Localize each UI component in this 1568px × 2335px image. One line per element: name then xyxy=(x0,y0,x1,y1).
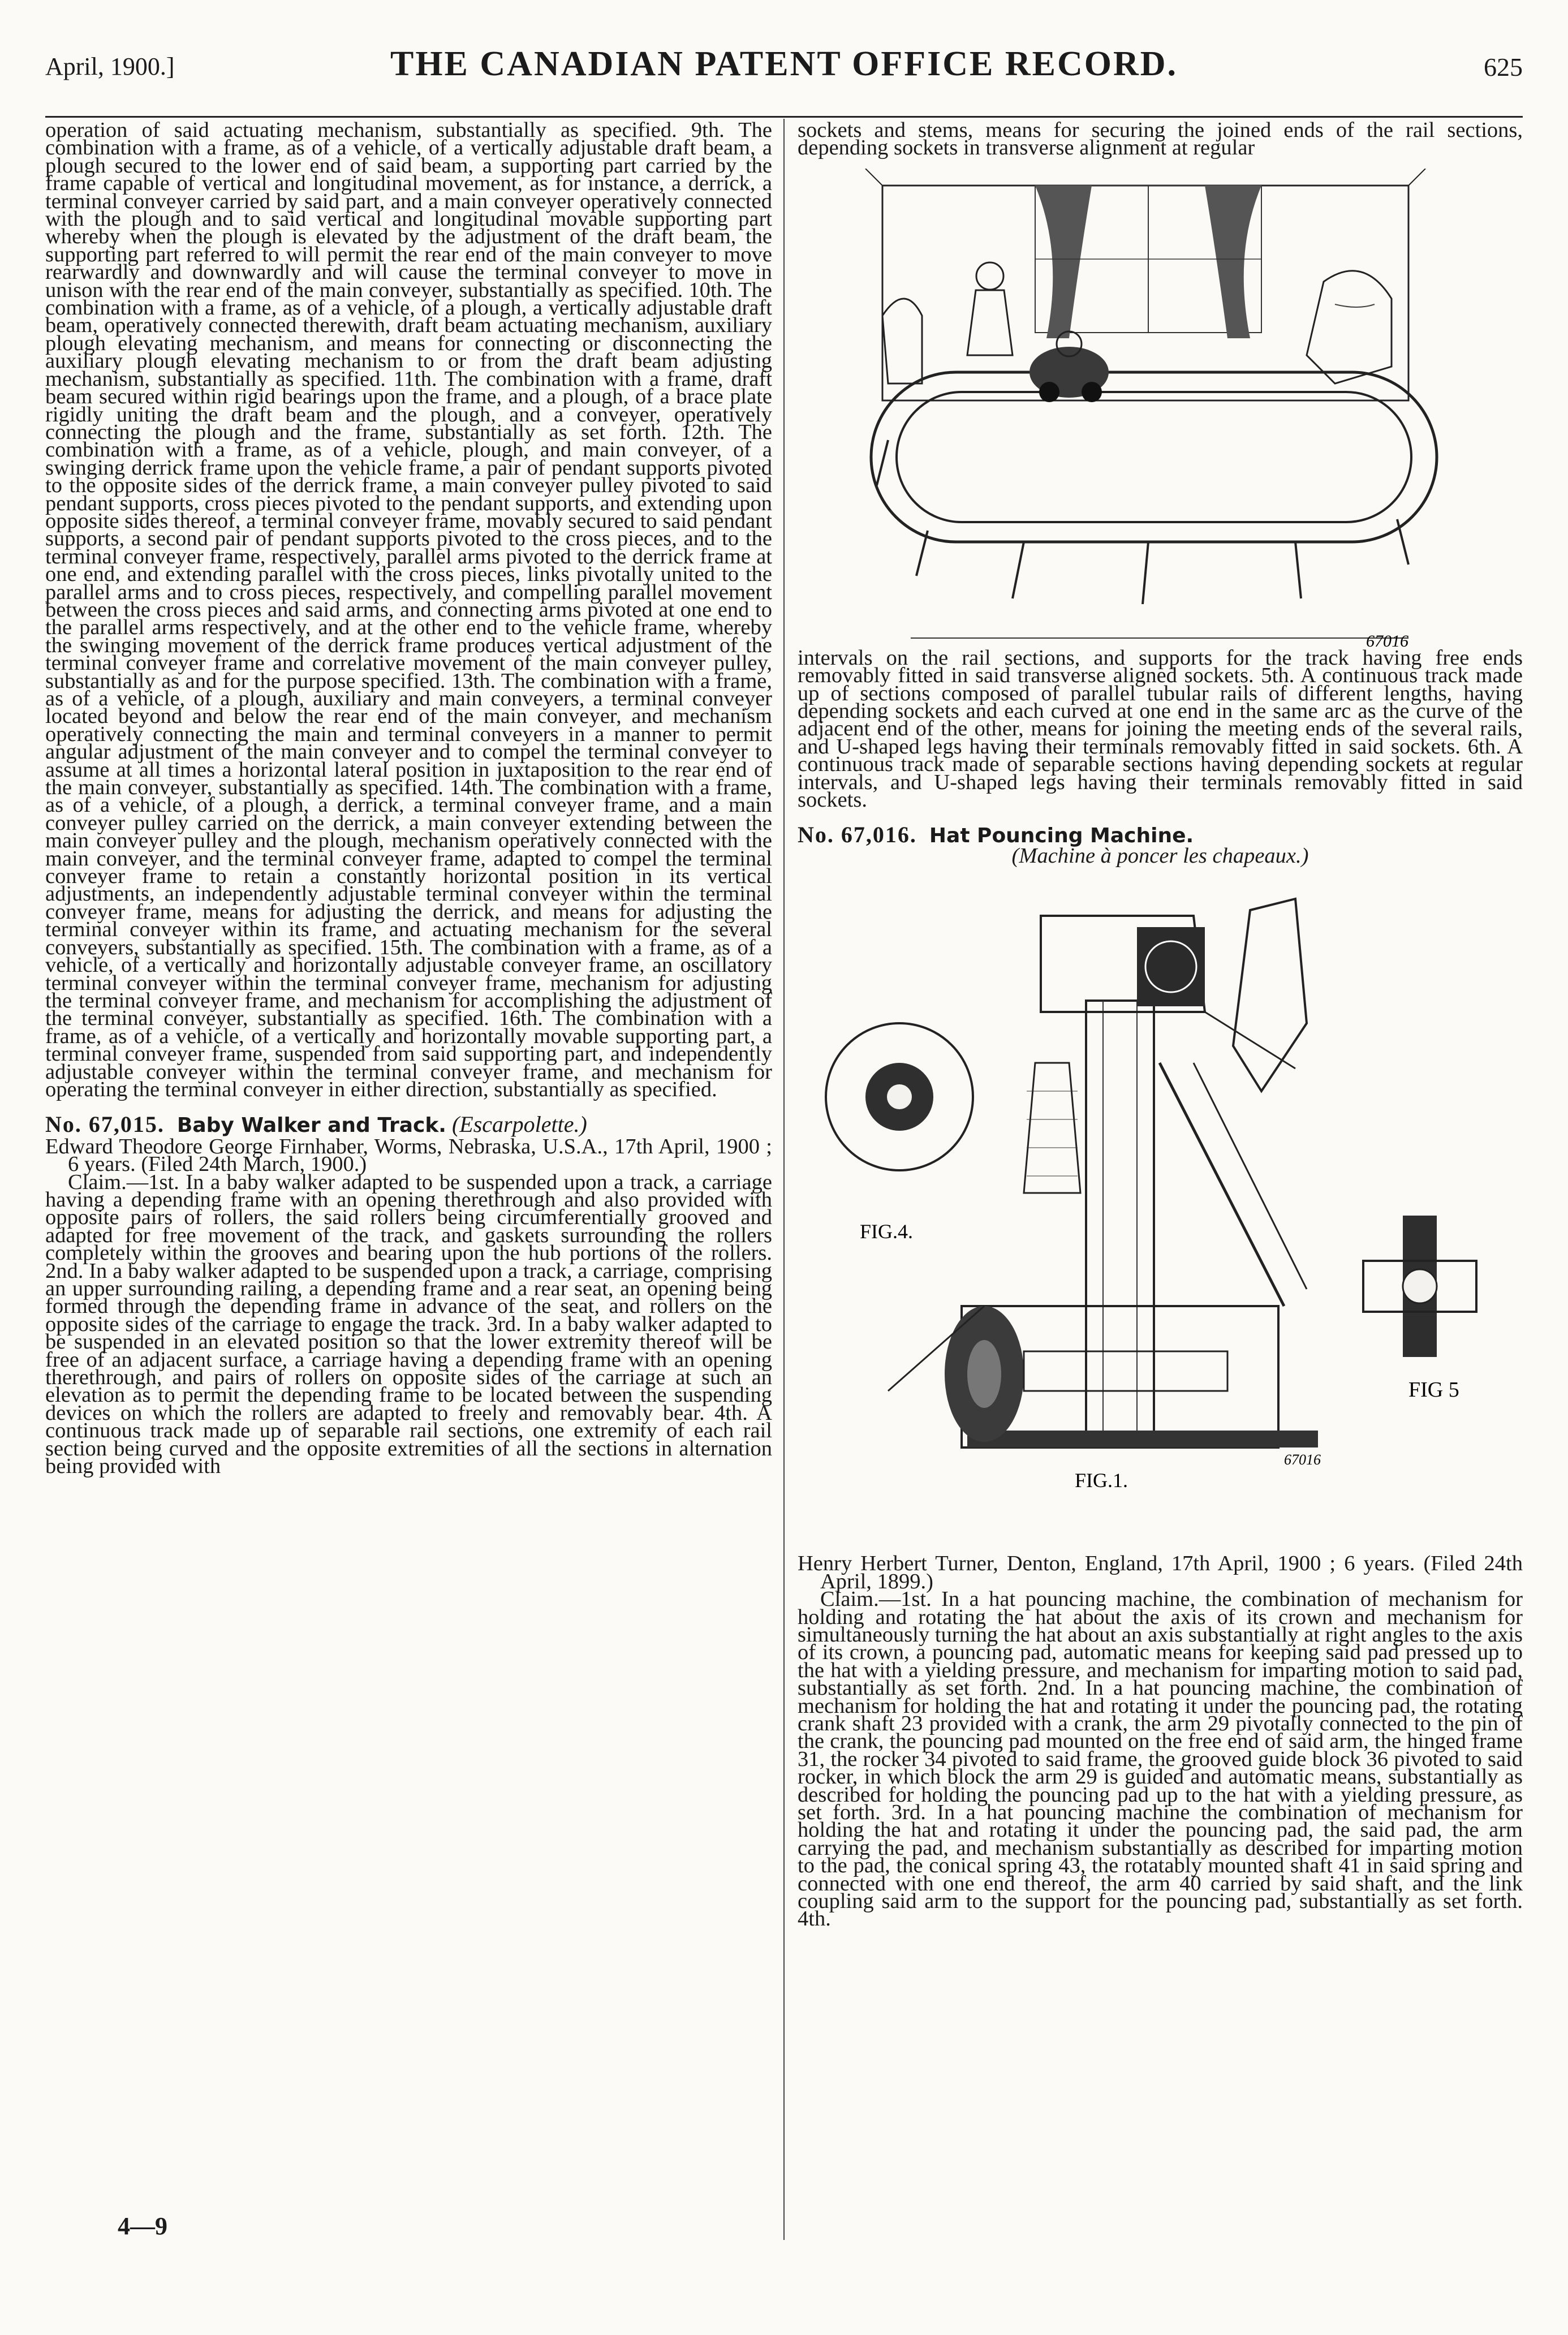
patent-title-2: Hat Pouncing Machine. xyxy=(929,824,1194,848)
running-header xyxy=(45,44,1523,89)
claim-text-2: Claim.—1st. In a hat pouncing machine, the combination of mechanism for holding and rotating the hat about the axis of its crown and mechanism for simultaneously turning the hat about an axis substantially at right angles to the axis of its crown, a pouncing pad, automatic means for keeping said pad pressed up to the hat with a yielding pressure, and mechanism for imparting motion to said pad, substantially as set forth. 2nd. In a hat pouncing machine, the combination of mechanism for holding the hat and rotating it under the pouncing pad, the rotating crank shaft 23 provided with a crank, the arm 29 pivotally connected to the pin of the crank, the pouncing pad mounted on the free end of said arm, the hinged frame 31, the rocker 34 pivoted to said frame, the grooved guide block 36 pivoted to said rocker, in which block the arm 29 is guided and automatic means, substantially as described for holding the pouncing pad up to the hat with a yielding pressure, as set forth. 3rd. In a hat pouncing machine the combination of mechanism for holding the hat and rotating it under the pouncing pad, the said pad, the arm carrying the pad, and mechanism substantially as described for imparting motion to the pad, the conical spring 43, the rotatably mounted shaft 41 in said spring and connected with one end thereof, the arm 40 carried by said shaft, and the link coupling said arm to the support for the pouncing pad, substantially as set forth. 4th. xyxy=(798,1587,1523,1931)
fig1-caption: FIG.1. xyxy=(1075,1469,1128,1492)
claim-continuation: intervals on the rail sections, and supports for the track having free ends removably fitted in said transverse aligned sockets. 5th. A continuous track made up of sections composed of parallel tubular rails of different lengths, having depending sockets and each curved at one end in the same arc as the curve of the adjacent end of the other, means for joining the meeting ends of the several rails, and U-shaped legs having their terminals removably fitted in said sockets. 6th. A continuous track made of separable sections having depending sockets at regular intervals, and U-shaped legs having their terminals removably fitted in said sockets. xyxy=(798,645,1523,812)
left-column xyxy=(45,118,772,1479)
header-date: April, 1900.] xyxy=(45,53,175,80)
patent-french-title-2: (Machine à poncer les chapeaux.) xyxy=(1011,843,1309,868)
baby-walker-illustration xyxy=(798,169,1523,649)
continued-claim-top: sockets and stems, means for securing the joined ends of the rail sections, depending sockets in transverse alignment at regular xyxy=(798,118,1523,160)
baby-walker-figure xyxy=(798,169,1523,649)
patent-title: Baby Walker and Track. xyxy=(176,1114,446,1138)
hat-pouncing-illustration xyxy=(798,876,1523,1538)
column-divider xyxy=(783,119,785,2240)
patent-heading-67016 xyxy=(798,822,1523,848)
fig4-caption: FIG.4. xyxy=(860,1220,914,1243)
fig5-caption: FIG 5 xyxy=(1408,1378,1459,1402)
figure-label-2: 67016 xyxy=(1284,1451,1321,1468)
figure-label-1: 67016 xyxy=(1366,631,1408,649)
journal-title: THE CANADIAN PATENT OFFICE RECORD. xyxy=(390,45,1178,83)
patent-number: No. 67,015. xyxy=(45,1112,165,1138)
claim-text: Claim.—1st. In a baby walker adapted to be suspended upon a track, a carriage having a depending frame with an opening therethrough and also provided with opposite pairs of rollers, the said rollers being circumferentially grooved and adapted for free movement of the track, and gaskets surrounding the rollers completely within the grooves and bearing upon the hub portions of the rollers. 2nd. In a baby walker adapted to be suspended upon a track, a carriage, comprising an upper surrounding railing, a depending frame and a rear seat, an opening being formed through the depending frame in advance of the seat, and rollers on the opposite sides of the carriage to engage the track. 3rd. In a baby walker adapted to be suspended in an elevated position so that the lower extremity thereof will be free of an adjacent surface, a carriage having a depending frame with an opening therethrough, and pairs of rollers on opposite sides of the carriage at such an elevation as to permit the depending frame to be located between the suspending devices on which the rollers are adapted to freely and removably bear. 4th. A continuous track made up of separable rail sections, one extremity of each rail section being curved and the opposite extremities of all the sections in alternation being provided with xyxy=(45,1170,772,1479)
right-column xyxy=(798,118,1523,1931)
signature-mark: 4—9 xyxy=(118,2212,167,2240)
continued-claims: operation of said actuating mechanism, substantially as specified. 9th. The combination with a frame, as of a vehicle, of a vertically adjustable draft beam, a plough secured to the lower end of said beam, a supporting part carried by the frame capable of vertical and longitudinal movement, as for instance, a derrick, a terminal conveyer carried by said part, and a main conveyer operatively connected with the plough and to said vertical and longitudinal movable supporting part whereby when the plough is elevated by the adjustment of the draft beam, the supporting part referred to will permit the rear end of the main conveyer to move rearwardly and downwardly and will cause the terminal conveyer to move in unison with the rear end of the main conveyer, substantially as specified. 10th. The combination with a frame, as of a vehicle, of a plough, a vertically adjustable draft beam, operatively connected therewith, draft beam actuating mechanism, auxiliary plough elevating mechanism, and means for connecting or disconnecting the auxiliary plough elevating mechanism to or from the draft beam adjusting mechanism, substantially as specified. 11th. The combination with a frame, draft beam secured within rigid bearings upon the frame, and a plough, of a brace plate rigidly uniting the draft beam and the plough, and a conveyer, operatively connecting the plough and the frame, substantially as set forth. 12th. The combination with a frame, as of a vehicle, plough, and main conveyer, of a swinging derrick frame upon the vehicle frame, a pair of pendant supports pivoted to the opposite sides of the derrick frame, a main conveyer pulley pivoted to said pendant supports, cross pieces pivoted to the pendant supports, and extending upon opposite sides thereof, a terminal conveyer frame, movably secured to said pendant supports, a second pair of pendant supports pivoted to the cross pieces, and to the terminal conveyer frame, respectively, parallel arms pivoted to the derrick frame at one end, and extending parallel with the cross pieces, links pivotally united to the parallel arms and to cross pieces, respectively, and compelling parallel movement between the cross pieces and said arms, and connecting arms pivoted at one end to the parallel arms respectively, and at the other end to the vehicle frame, whereby the swinging movement of the derrick frame produces vertical adjustment of the terminal conveyer frame and correlative movement of the main conveyer pulley, substantially as and for the purpose specified. 13th. The combination with a frame, as of a vehicle, of a plough, auxiliary and main conveyers, a terminal conveyer located beyond and below the rear end of the main conveyer, and mechanism operatively connecting the main and terminal conveyers in a manner to permit angular adjustment of the main conveyer and to compel the terminal conveyer to assume at all times a horizontal lateral position in juxtaposition to the rear end of the main conveyer, substantially as specified. 14th. The combination with a frame, as of a vehicle, of a plough, a derrick, a terminal conveyer frame, and a main conveyer pulley carried on the derrick, a main conveyer extending between the main conveyer pulley and the plough, mechanism operatively connected with the main conveyer, and the terminal conveyer frame, adapted to compel the terminal conveyer frame to retain a constantly horizontal position in its vertical adjustments, an independently adjustable terminal conveyer within the terminal conveyer frame, means for adjusting the derrick, and means for adjusting the terminal conveyer within its frame, and actuating mechanism for the several conveyers, substantially as specified. 15th. The combination with a frame, as of a vehicle, of a vertically and horizontally adjustable conveyer frame, an oscillatory terminal conveyer within the terminal conveyer frame, mechanism for adjusting the terminal conveyer frame, and mechanism for accomplishing the adjustment of the terminal conveyer, substantially as specified. 16th. The combination with a frame, as of a vehicle, of a vertically and horizontally movable supporting part, a terminal conveyer frame, suspended from said supporting part, and independently adjustable conveyer within the terminal conveyer frame, and mechanism for operating the terminal conveyer in either direction, substantially as specified. xyxy=(45,118,772,1101)
inventor-line-2: Henry Herbert Turner, Denton, England, 17th April, 1900 ; 6 years. (Filed 24th April, 1899.) xyxy=(798,1552,1523,1593)
patent-french-title: (Escarpolette.) xyxy=(451,1112,587,1138)
inventor-line: Edward Theodore George Firnhaber, Worms, Nebraska, U.S.A., 17th April, 1900 ; 6 years. (Filed 24th March, 1900.) xyxy=(45,1134,772,1177)
header-rule xyxy=(45,116,1523,118)
patent-number-2: No. 67,016. xyxy=(798,822,917,848)
patent-heading-67015 xyxy=(45,1112,772,1138)
hat-pouncing-figure xyxy=(798,876,1523,1538)
page-number: 625 xyxy=(1484,53,1523,81)
